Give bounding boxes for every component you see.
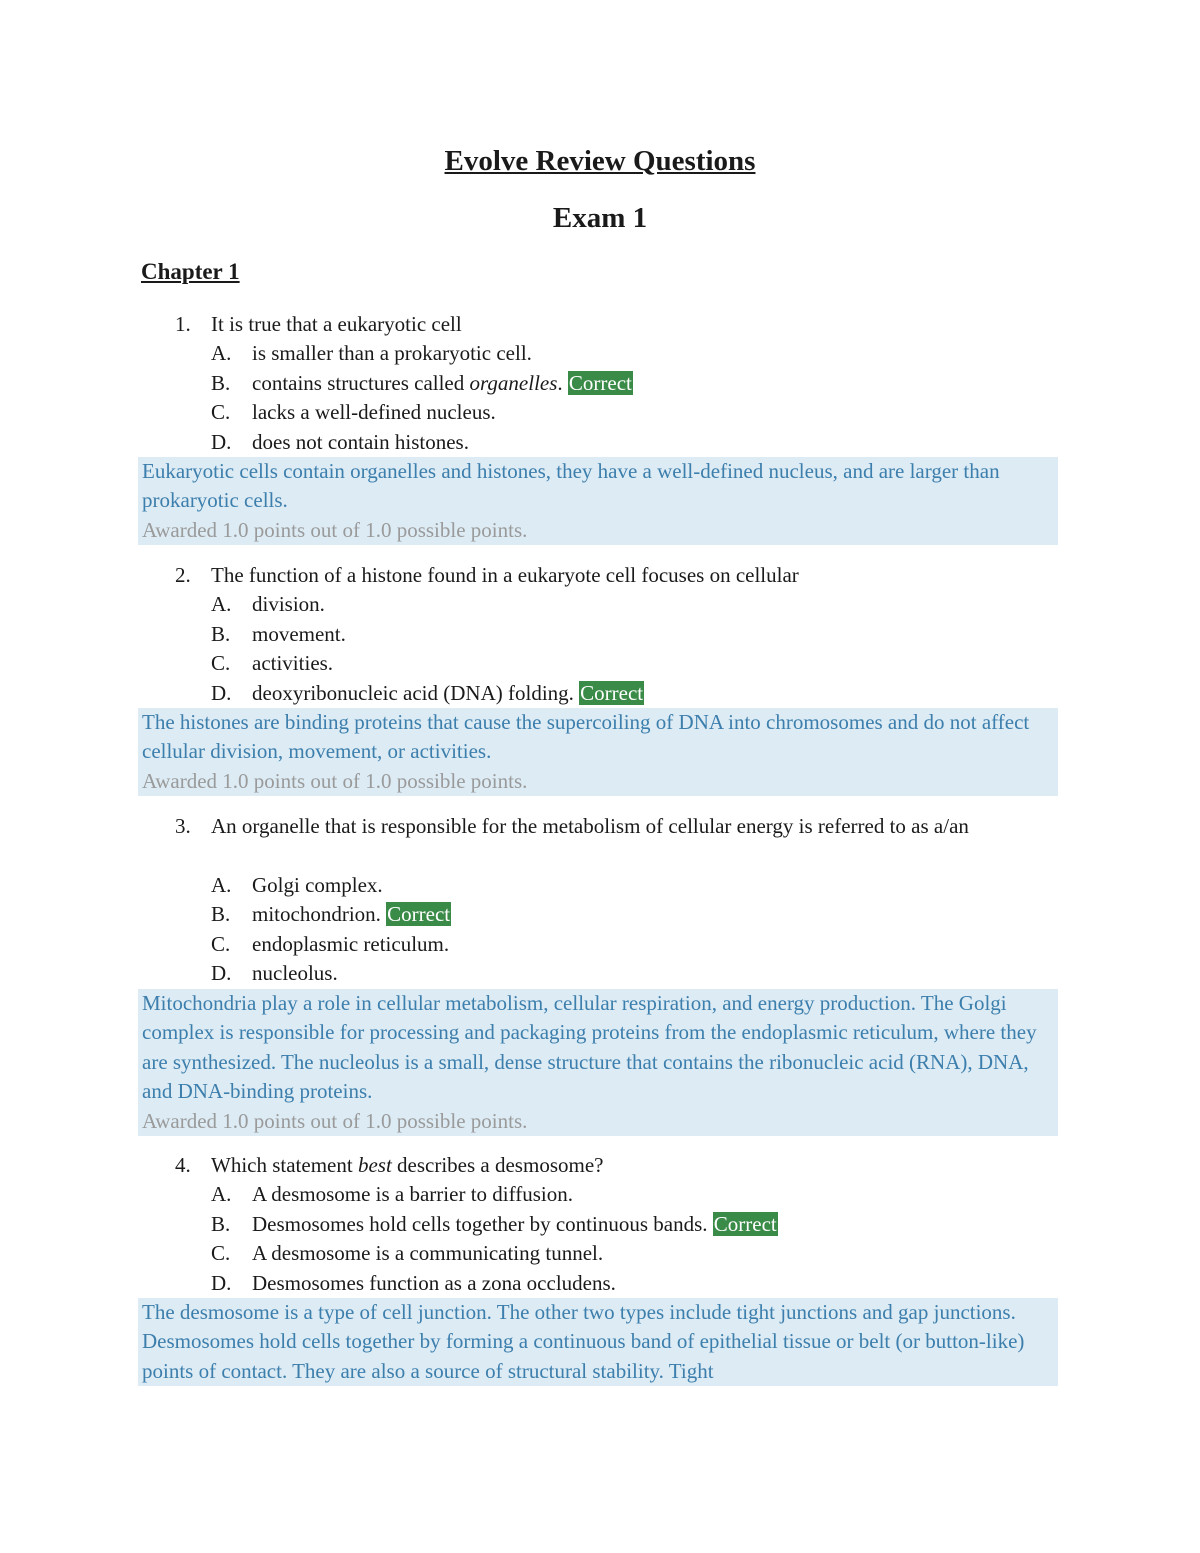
option-text: A desmosome is a barrier to diffusion. [252,1182,573,1207]
question-2 [0,561,1200,708]
option-letter: C. [211,400,231,425]
explanation-text: The desmosome is a type of cell junction. The other two types include tight junctions and gap junctions. Desmosomes hold cells together by forming a continuous band of epithelial tissue or belt (or button-like) points of contact. They are also a source of structural stability. Tight [142,1300,1025,1383]
option-letter: A. [211,592,232,617]
option-text-post: . [557,370,563,395]
question-text: The function of a histone found in a eukaryote cell focuses on cellular [211,563,799,587]
option-letter: A. [211,872,232,897]
explanation-text: Mitochondria play a role in cellular metabolism, cellular respiration, and energy production. The Golgi complex is responsible for processing and packaging proteins from the endoplasmic reticulum, where they are synthesized. The nucleolus is a small, dense structure that contains the ribonucleic acid (RNA), DNA, and DNA-binding proteins. [142,991,1037,1104]
exam-subtitle: Exam 1 [552,202,648,234]
option-letter: D. [211,960,232,985]
option-text: endoplasmic reticulum. [252,931,450,956]
option-a [0,339,1200,368]
correct-badge: Correct [580,680,644,705]
question-number: 1. [175,312,191,336]
question-text [211,1151,1041,1180]
option-text-body: mitochondrion. [252,902,381,927]
question-text: An organelle that is responsible for the metabolism of cellular energy is referred to as a/an [211,814,969,838]
option-b [0,1210,1200,1239]
feedback-box-2 [138,708,1058,796]
option-a [0,1180,1200,1209]
question-text-emphasis: best [357,1153,392,1177]
option-text: lacks a well-defined nucleus. [252,400,496,425]
option-a [0,871,1200,900]
option-d [0,959,1200,988]
option-text: is smaller than a prokaryotic cell. [252,341,532,366]
option-text-emphasis: organelles [469,370,558,395]
option-letter: D. [211,680,232,705]
option-text [252,369,633,398]
question-text: It is true that a eukaryotic cell [211,312,462,336]
option-d [0,428,1200,457]
option-text [252,1210,778,1239]
option-letter: B. [211,621,231,646]
awarded-points: Awarded 1.0 points out of 1.0 possible points. [142,1108,528,1133]
feedback-box-3 [138,989,1058,1136]
question-text-post: describes a desmosome? [391,1153,604,1177]
option-c [0,398,1200,427]
option-text [252,900,451,929]
correct-badge: Correct [568,370,632,395]
feedback-box-1 [138,457,1058,545]
option-b [0,620,1200,649]
option-letter: B. [211,370,231,395]
option-text: division. [252,592,325,617]
feedback-box-4 [138,1298,1058,1386]
option-letter: C. [211,1241,231,1266]
question-text-pre: Which statement [211,1153,358,1177]
option-text: activities. [252,651,334,676]
option-text: Golgi complex. [252,872,383,897]
correct-badge: Correct [387,902,451,927]
question-number: 4. [175,1153,191,1177]
question-number: 2. [175,563,191,587]
option-c [0,930,1200,959]
question-stem [0,1151,1200,1180]
awarded-points: Awarded 1.0 points out of 1.0 possible points. [142,517,528,542]
option-text-body: Desmosomes hold cells together by continuous bands. [252,1211,708,1236]
option-d [0,679,1200,708]
correct-badge: Correct [713,1211,777,1236]
question-1 [0,310,1200,457]
option-letter: A. [211,341,232,366]
option-letter: D. [211,1270,232,1295]
option-c [0,1239,1200,1268]
option-letter: D. [211,429,232,454]
option-text-pre: contains structures called [252,370,470,395]
explanation-text: The histones are binding proteins that cause the supercoiling of DNA into chromosomes and do not affect cellular division, movement, or activities. [142,710,1030,764]
option-text: movement. [252,621,346,646]
option-text [252,679,644,708]
option-text: Desmosomes function as a zona occludens. [252,1270,616,1295]
option-text: A desmosome is a communicating tunnel. [252,1241,604,1266]
option-text-body: deoxyribonucleic acid (DNA) folding. [252,680,574,705]
option-letter: C. [211,931,231,956]
option-text: does not contain histones. [252,429,469,454]
option-letter: A. [211,1182,232,1207]
option-b [0,900,1200,929]
option-b [0,369,1200,398]
option-c [0,649,1200,678]
explanation-text: Eukaryotic cells contain organelles and histones, they have a well-defined nucleus, and are larger than prokaryotic cells. [142,459,1000,513]
awarded-points: Awarded 1.0 points out of 1.0 possible points. [142,768,528,793]
option-text: nucleolus. [252,960,338,985]
question-number: 3. [175,814,191,838]
question-stem [0,812,1200,871]
option-a [0,590,1200,619]
option-letter: C. [211,651,231,676]
chapter-heading: Chapter 1 [141,259,240,284]
question-3 [0,812,1200,988]
question-4 [0,1151,1200,1298]
question-stem [0,561,1200,590]
option-letter: B. [211,902,231,927]
option-d [0,1269,1200,1298]
document-title: Evolve Review Questions [444,145,756,177]
question-stem [0,310,1200,339]
option-letter: B. [211,1211,231,1236]
